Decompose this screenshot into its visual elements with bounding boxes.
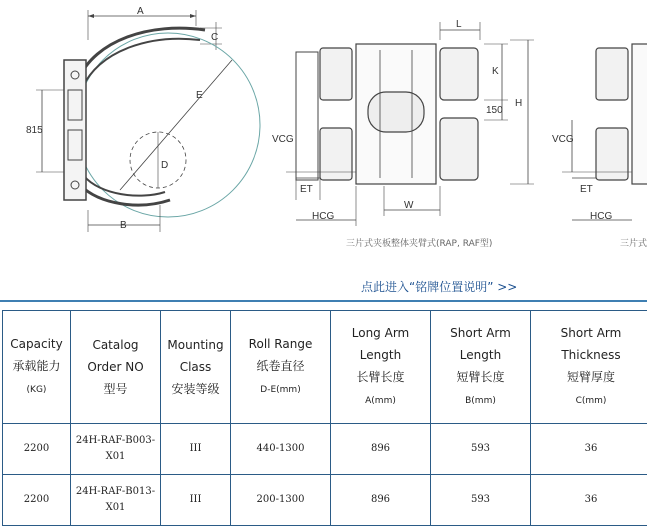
dim-d-label: D [161, 160, 168, 171]
cell-roll-range: 200-1300 [231, 475, 331, 526]
header-long-arm-length: Long Arm Length 长臂长度 A(mm) [331, 311, 431, 424]
dim-w-label: W [404, 200, 414, 211]
cell-catalog: 24H-RAF-B003- X01 [71, 424, 161, 475]
cell-mounting: III [161, 475, 231, 526]
front-view-drawing [286, 22, 534, 226]
drawing-caption: 三片式夹板整体夹臂式(RAP, RAF型) [346, 237, 492, 249]
divider [0, 300, 647, 302]
header-short-arm-thickness: Short Arm Thickness 短臂厚度 C(mm) [531, 311, 647, 424]
dim-e-label: E [196, 90, 203, 101]
dim-vcg-label: VCG [272, 134, 294, 145]
link-row [0, 272, 647, 300]
table-row [3, 475, 647, 526]
dim-150-label: 150 [486, 105, 503, 116]
header-catalog: Catalog Order NO 型号 [71, 311, 161, 424]
cell-short-arm-thickness: 36 [531, 475, 647, 526]
partial-et-label: ET [580, 184, 593, 195]
side-view-drawing [36, 10, 260, 232]
cell-roll-range: 440-1300 [231, 424, 331, 475]
partial-hcg-label: HCG [590, 211, 612, 222]
cell-catalog: 24H-RAF-B013- X01 [71, 475, 161, 526]
dim-k-label: K [492, 66, 499, 77]
cell-short-arm-length: 593 [431, 475, 531, 526]
header-capacity: Capacity 承载能力 (KG) [3, 311, 71, 424]
cell-capacity: 2200 [3, 424, 71, 475]
cell-long-arm-length: 896 [331, 424, 431, 475]
partial-caption: 三片式 [620, 237, 647, 249]
cell-mounting: III [161, 424, 231, 475]
dim-l-label: L [456, 19, 462, 30]
partial-vcg-label: VCG [552, 134, 574, 145]
partial-view-drawing [562, 44, 647, 220]
header-mounting: Mounting Class 安装等级 [161, 311, 231, 424]
table-row [3, 424, 647, 475]
cell-short-arm-length: 593 [431, 424, 531, 475]
dim-c-label: C [211, 32, 218, 43]
dim-hcg-label: HCG [312, 211, 334, 222]
dim-a-label: A [137, 6, 144, 17]
table-header-row [3, 311, 647, 424]
dim-et-label: ET [300, 184, 313, 195]
spec-table [2, 310, 647, 526]
dim-h-label: H [515, 98, 522, 109]
cell-capacity: 2200 [3, 475, 71, 526]
header-roll-range: Roll Range 纸卷直径 D-E(mm) [231, 311, 331, 424]
cell-short-arm-thickness: 36 [531, 424, 647, 475]
dim-815-label: 815 [26, 125, 43, 136]
header-short-arm-length: Short Arm Length 短臂长度 B(mm) [431, 311, 531, 424]
cell-long-arm-length: 896 [331, 475, 431, 526]
nameplate-location-link[interactable]: 点此进入“铭牌位置说明” >> [361, 278, 517, 295]
dim-b-label: B [120, 220, 127, 231]
